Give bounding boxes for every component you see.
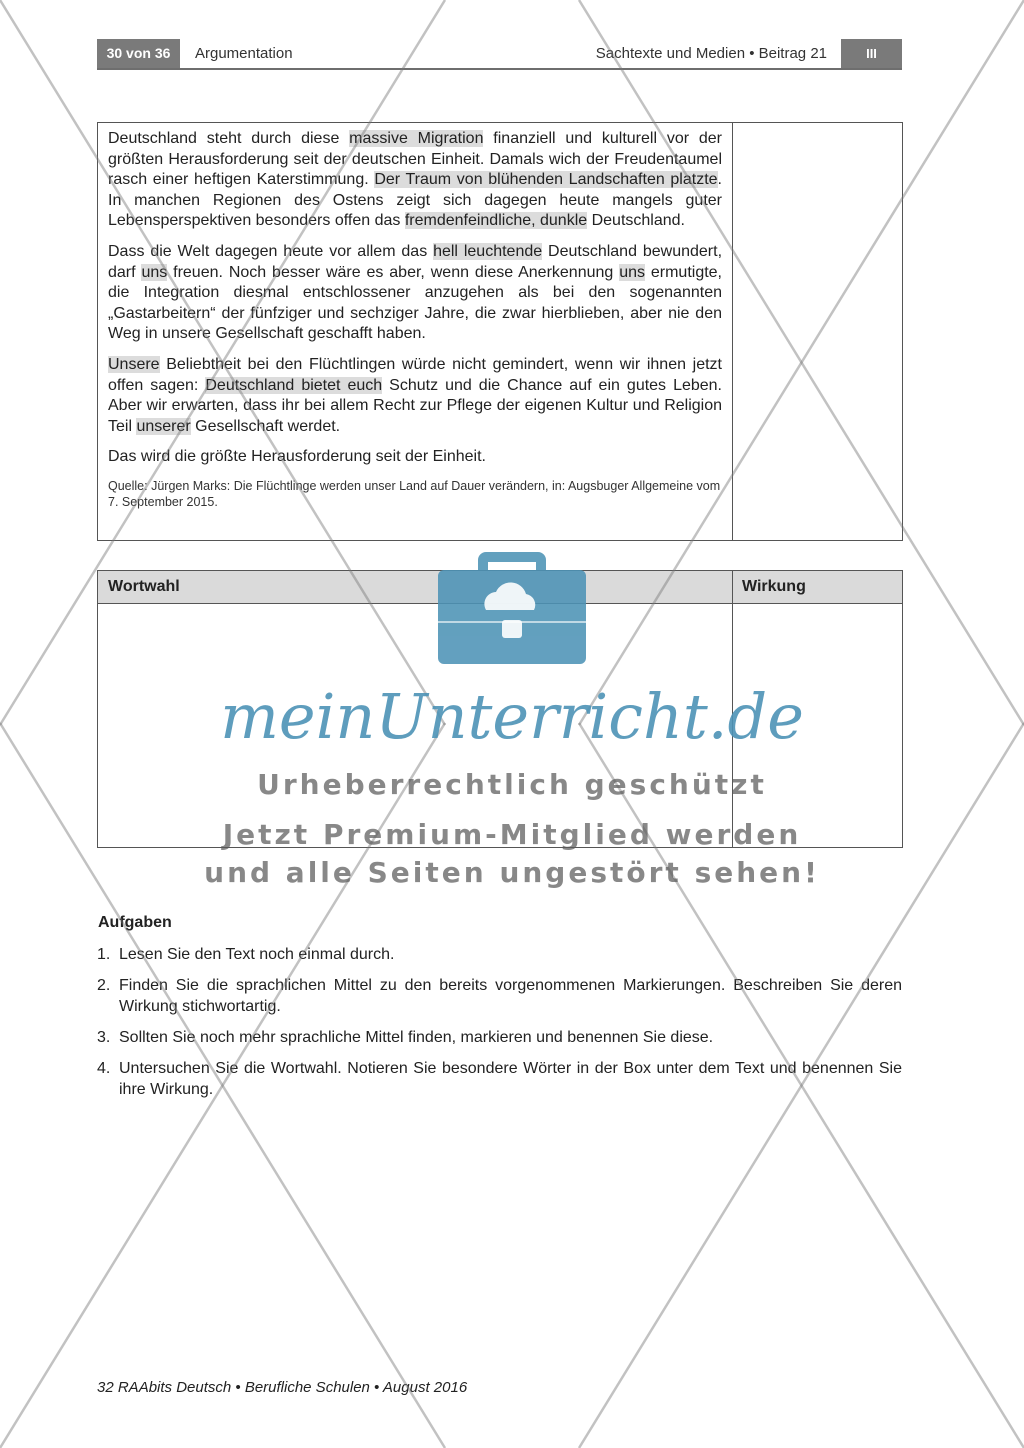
source-citation: Quelle: Jürgen Marks: Die Flüchtlinge werden unser Land auf Dauer verändern, in: Augsbuger Allgemeine vom 7. September 2015. (108, 478, 721, 510)
text-segment: Gesellschaft werdet. (190, 417, 341, 435)
highlighted-phrase: uns (619, 263, 645, 281)
highlighted-phrase: hell leuchtende (433, 242, 543, 260)
paragraph-4: Das wird die größte Herausforderung seit der Einheit. (108, 448, 486, 466)
page-footer: 32 RAAbits Deutsch • Berufliche Schulen • August 2016 (97, 1379, 468, 1396)
highlighted-phrase: unserer (136, 417, 191, 435)
highlighted-phrase: Der Traum von blühenden Landschaften platzte (374, 171, 718, 189)
source-text-column (98, 123, 733, 540)
briefcase-cloud-icon (436, 548, 588, 666)
text-segment: Dass die Welt dagegen heute vor allem das (108, 242, 434, 260)
series-title: Sachtexte und Medien • Beitrag 21 (595, 45, 827, 62)
paragraph-1 (108, 129, 722, 232)
task-number: 2. (97, 977, 111, 994)
task-item (97, 1027, 902, 1048)
text-segment: . In manchen Regionen des Ostens zeigt sich dagegen heute mangels guter Lebensperspektiven besonders offen das (108, 171, 722, 230)
text-segment: Deutschland. (587, 212, 685, 230)
source-text (108, 129, 722, 511)
section-title: Argumentation (195, 45, 293, 62)
task-number: 4. (97, 1060, 111, 1077)
task-text: Untersuchen Sie die Wortwahl. Notieren Sie besondere Wörter in der Box unter dem Text und benennen Sie ihre Wirkung. (119, 1060, 902, 1098)
text-segment: finanziell und kulturell vor der größten Herausforderung seit der deutschen Einheit. Damals wich der Freudentaumel rasch einer heftigen Katerstimmung. (108, 130, 723, 189)
text-segment: freuen. Noch besser wäre es aber, wenn diese Anerkennung (167, 263, 620, 281)
level-badge: III (841, 39, 902, 68)
column-header-wortwahl: Wortwahl (108, 578, 180, 595)
task-text: Sollten Sie noch mehr sprachliche Mittel finden, markieren und benennen Sie diese. (119, 1029, 714, 1046)
task-list (97, 944, 902, 1110)
task-item (97, 944, 902, 965)
watermark-unlock-text: und alle Seiten ungestört sehen! (204, 856, 820, 889)
watermark-brand: meinUnterricht.de (220, 680, 804, 753)
text-segment: Beliebtheit bei den Flüchtlingen würde nicht gemindert, wenn wir ihnen jetzt offen sagen: (108, 355, 722, 394)
task-number: 1. (97, 946, 111, 963)
highlighted-phrase: Unsere (108, 355, 160, 373)
text-segment: Deutschland steht durch diese (108, 130, 350, 147)
watermark-premium-text: Jetzt Premium-Mitglied werden (222, 818, 802, 851)
watermark-copyright-text: Urheberrechtlich geschützt (257, 768, 767, 801)
column-header-wirkung: Wirkung (742, 578, 806, 595)
highlighted-phrase: massive Migration (349, 130, 484, 147)
task-text: Finden Sie die sprachlichen Mittel zu den bereits vorgenommenen Markierungen. Beschreiben Sie deren Wirkung stichwortartig. (119, 977, 902, 1015)
highlighted-phrase: uns (141, 263, 168, 281)
text-segment: Schutz und die Chance auf ein gutes Leben. Aber wir erwarten, dass ihr bei allem Recht zur Pflege der eigenen Kultur und Religion Teil (108, 376, 722, 435)
task-text: Lesen Sie den Text noch einmal durch. (119, 946, 395, 963)
paragraph-3 (108, 355, 722, 437)
text-segment: ermutigte, die Integration diesmal entschlossener anzugehen als bei den sogenannten „Gastarbeitern“ der fünfziger und sechziger Jahre, die zwar hierblieben, aber nie den Weg in unsere Gesellschaft geschafft haben. (108, 263, 723, 343)
tasks-heading: Aufgaben (98, 914, 172, 931)
task-item (97, 975, 902, 1017)
task-item (97, 1058, 902, 1100)
page-counter-badge: 30 von 36 (97, 39, 180, 68)
task-number: 3. (97, 1029, 111, 1046)
paragraph-2 (108, 242, 722, 345)
source-text-box (97, 122, 903, 541)
text-segment: Deutschland bewundert, darf (108, 242, 723, 281)
highlighted-phrase: fremdenfeindliche, dunkle (404, 212, 588, 230)
notes-column[interactable] (733, 123, 902, 540)
highlighted-phrase: Deutschland bietet euch (205, 376, 383, 394)
page-header (97, 39, 902, 70)
